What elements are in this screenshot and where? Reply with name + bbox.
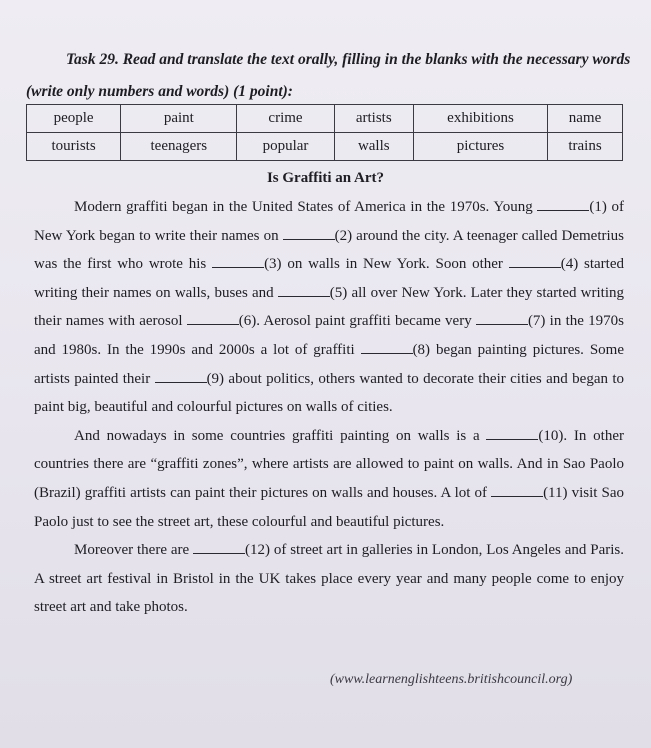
text-run: (9) about politics, others wanted to decorate their cities and began to paint big, beautiful and colourful pictures on walls of cities. (34, 370, 625, 416)
word-bank-table (26, 104, 623, 161)
blank-6[interactable] (187, 312, 239, 325)
blank-10[interactable] (486, 427, 538, 440)
blank-11[interactable] (491, 484, 543, 497)
word-cell: teenagers (121, 133, 237, 161)
text-run: (11) visit Sao Paolo just to see the street art, these colourful and beautiful pictures. (34, 484, 624, 530)
text-run: (10). In other countries there are “graffiti zones”, where artists are allowed to paint on walls. And in Sao Paolo (Brazil) graffiti artists can paint their pictures on walls and houses. A lot of (34, 427, 624, 501)
blank-5[interactable] (278, 284, 330, 297)
word-cell: name (548, 105, 623, 133)
article-title: Is Graffiti an Art? (266, 170, 385, 186)
word-cell: tourists (27, 133, 121, 161)
blank-7[interactable] (476, 312, 528, 325)
source-citation: (www.learnenglishteens.britishcouncil.org) (330, 672, 573, 687)
text-run: (6). Aerosol paint graffiti became very (238, 313, 476, 330)
blank-3[interactable] (212, 255, 264, 268)
word-cell: paint (121, 105, 237, 133)
word-bank-row (27, 133, 623, 161)
word-cell: walls (334, 133, 413, 161)
text-run: (5) all over New York. Later they started writing their names with aerosol (34, 284, 624, 330)
word-cell: pictures (413, 133, 547, 161)
text-run: (4) started writing their names on walls, buses and (34, 256, 624, 301)
text-run: (1) of New York began to write their names on (34, 199, 624, 244)
task-instructions: Task 29. Read and translate the text orally, filling in the blanks with the necessary words (write only numbers and words) (1 point): (26, 51, 631, 100)
blank-2[interactable] (283, 227, 335, 240)
article-body (34, 193, 624, 622)
word-cell: crime (237, 105, 334, 133)
text-run: (8) began painting pictures. Some artists painted their (34, 341, 624, 387)
blank-4[interactable] (509, 255, 561, 268)
word-cell: exhibitions (413, 105, 547, 133)
blank-8[interactable] (361, 341, 413, 354)
word-cell: artists (334, 105, 413, 133)
text-run: (2) around the city. A teenager called Demetrius was the first who wrote his (34, 227, 624, 273)
blank-12[interactable] (193, 541, 245, 554)
text-run: (3) on walls in New York. Soon other (264, 256, 509, 273)
text-run: And nowadays in some countries graffiti painting on walls is a (74, 427, 487, 444)
paragraph-3 (34, 536, 624, 622)
blank-1[interactable] (537, 198, 589, 211)
word-cell: people (27, 105, 121, 133)
text-run: (12) of street art in galleries in London, Los Angeles and Paris. A street art festival in Bristol in the UK takes place every year and many people come to enjoy street art and take photos. (34, 542, 624, 616)
paragraph-1 (34, 193, 624, 422)
blank-9[interactable] (155, 370, 207, 383)
text-run: Modern graffiti began in the United States of America in the 1970s. Young (74, 199, 538, 215)
paragraph-2 (34, 422, 624, 536)
word-cell: popular (237, 133, 334, 161)
text-run: (7) in the 1970s and 1980s. In the 1990s and 2000s a lot of graffiti (34, 313, 624, 358)
word-bank-row (27, 105, 623, 133)
text-run: Moreover there are (74, 542, 193, 559)
word-cell: trains (548, 133, 623, 161)
